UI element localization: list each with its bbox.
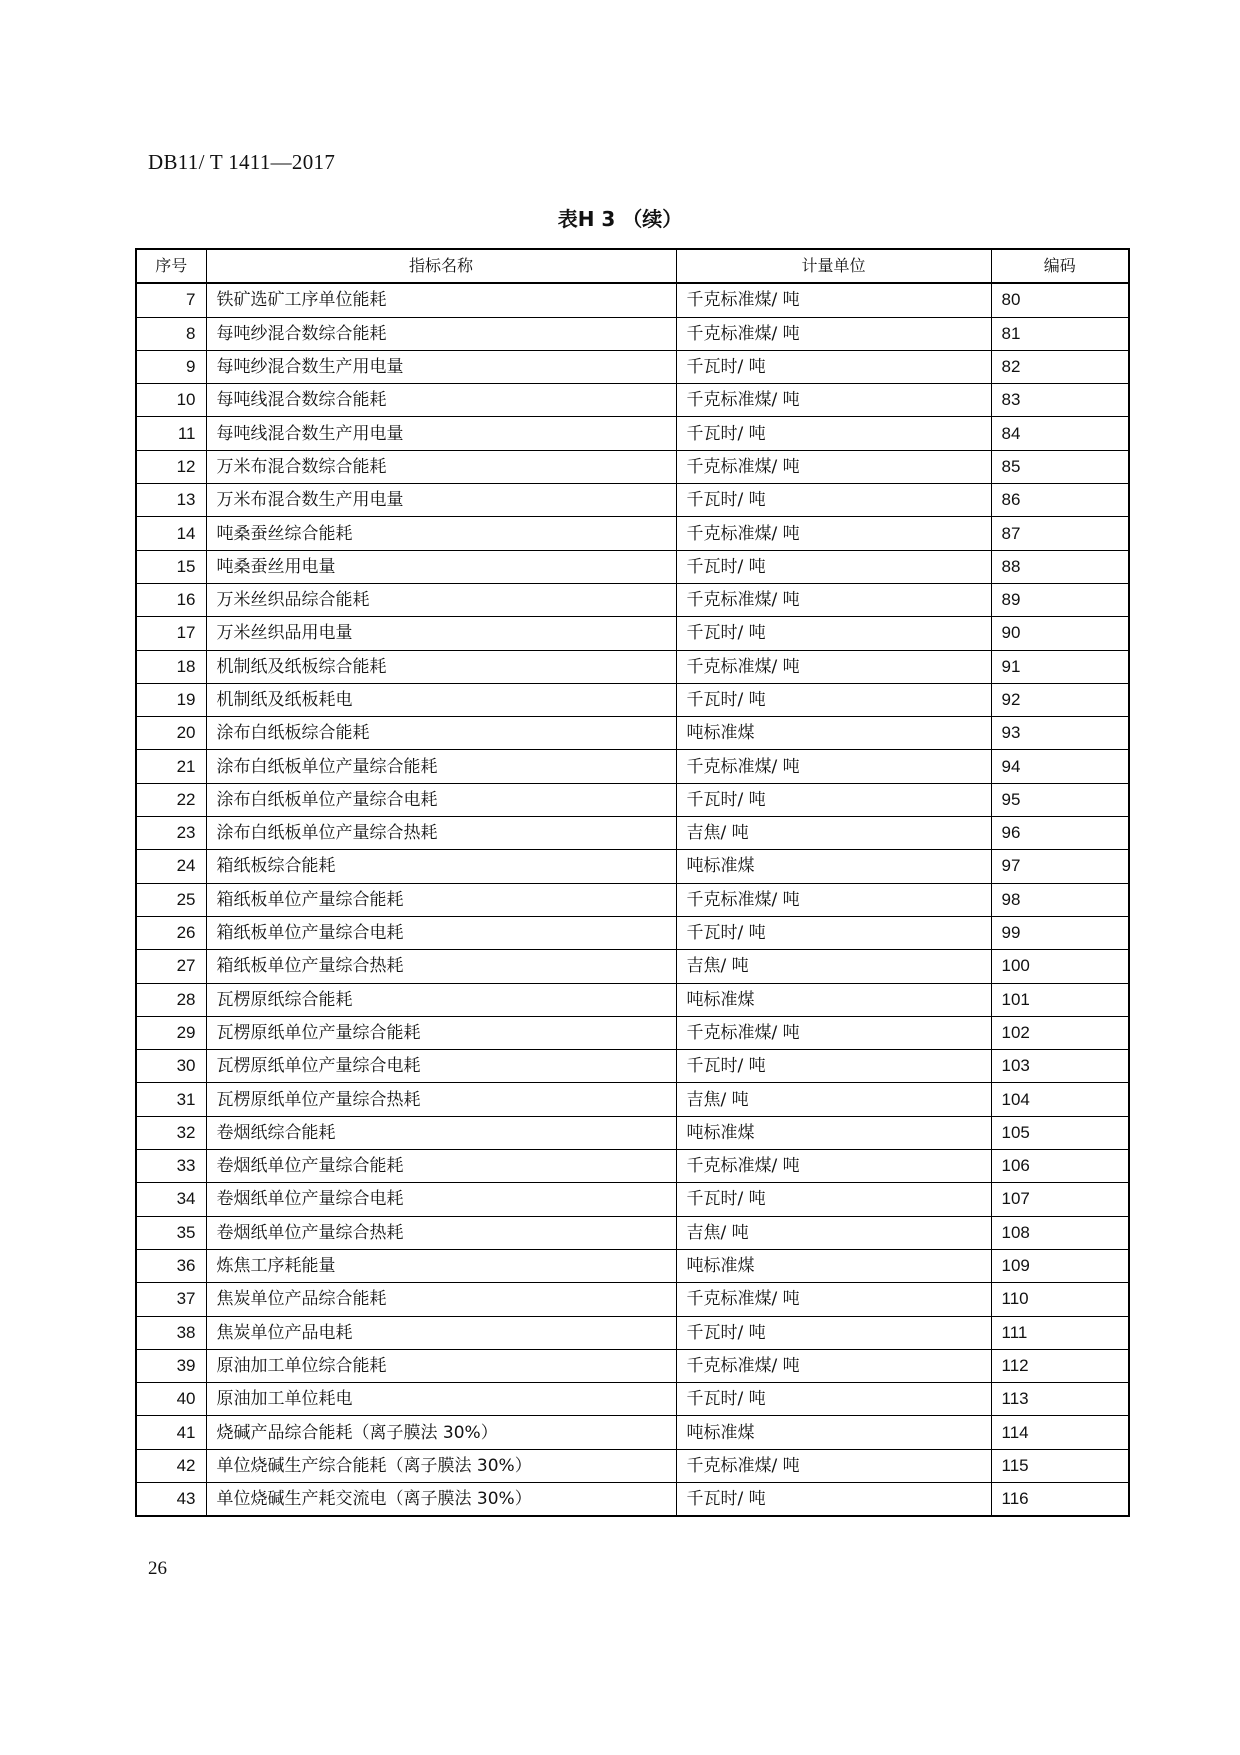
table-row — [136, 950, 1129, 983]
table-row — [136, 783, 1129, 816]
row-unit: 千瓦时/ 吨 — [676, 1050, 991, 1083]
row-seq: 15 — [136, 550, 206, 583]
row-seq: 28 — [136, 983, 206, 1016]
row-unit: 千克标准煤/ 吨 — [676, 1150, 991, 1183]
column-header-unit: 计量单位 — [676, 249, 991, 283]
table-row — [136, 1416, 1129, 1449]
row-unit: 吨标准煤 — [676, 983, 991, 1016]
row-seq: 35 — [136, 1216, 206, 1249]
row-indicator-name: 卷烟纸单位产量综合热耗 — [206, 1216, 676, 1249]
row-indicator-name: 铁矿选矿工序单位能耗 — [206, 283, 676, 317]
row-code: 100 — [991, 950, 1129, 983]
row-code: 92 — [991, 683, 1129, 716]
row-indicator-name: 单位烧碱生产耗交流电（离子膜法 30%） — [206, 1482, 676, 1516]
row-indicator-name: 单位烧碱生产综合能耗（离子膜法 30%） — [206, 1449, 676, 1482]
table-title: 表H 3 （续） — [557, 207, 683, 231]
row-unit: 千瓦时/ 吨 — [676, 417, 991, 450]
row-seq: 36 — [136, 1249, 206, 1282]
table-row — [136, 883, 1129, 916]
table-row — [136, 1449, 1129, 1482]
row-indicator-name: 卷烟纸综合能耗 — [206, 1116, 676, 1149]
row-indicator-name: 焦炭单位产品综合能耗 — [206, 1283, 676, 1316]
row-seq: 38 — [136, 1316, 206, 1349]
row-unit: 千克标准煤/ 吨 — [676, 1349, 991, 1382]
row-code: 109 — [991, 1249, 1129, 1282]
row-unit: 千克标准煤/ 吨 — [676, 517, 991, 550]
row-indicator-name: 箱纸板综合能耗 — [206, 850, 676, 883]
row-unit: 千瓦时/ 吨 — [676, 350, 991, 383]
row-indicator-name: 焦炭单位产品电耗 — [206, 1316, 676, 1349]
row-seq: 22 — [136, 783, 206, 816]
row-unit: 千瓦时/ 吨 — [676, 484, 991, 517]
row-seq: 34 — [136, 1183, 206, 1216]
column-header-seq: 序号 — [136, 249, 206, 283]
row-code: 98 — [991, 883, 1129, 916]
row-unit: 千瓦时/ 吨 — [676, 1183, 991, 1216]
table-row — [136, 1482, 1129, 1516]
row-code: 94 — [991, 750, 1129, 783]
row-seq: 43 — [136, 1482, 206, 1516]
table-row — [136, 1216, 1129, 1249]
row-code: 108 — [991, 1216, 1129, 1249]
indicator-table — [135, 248, 1130, 1517]
column-header-indicator-name: 指标名称 — [206, 249, 676, 283]
row-indicator-name: 万米丝织品用电量 — [206, 617, 676, 650]
row-unit: 吨标准煤 — [676, 1116, 991, 1149]
table-row — [136, 683, 1129, 716]
row-code: 114 — [991, 1416, 1129, 1449]
row-indicator-name: 卷烟纸单位产量综合电耗 — [206, 1183, 676, 1216]
table-row — [136, 1150, 1129, 1183]
row-code: 81 — [991, 317, 1129, 350]
row-code: 83 — [991, 384, 1129, 417]
row-indicator-name: 原油加工单位耗电 — [206, 1383, 676, 1416]
row-indicator-name: 吨桑蚕丝综合能耗 — [206, 517, 676, 550]
row-seq: 25 — [136, 883, 206, 916]
row-seq: 42 — [136, 1449, 206, 1482]
table-header-row — [136, 249, 1129, 283]
table-row — [136, 750, 1129, 783]
table-body — [136, 283, 1129, 1516]
row-seq: 21 — [136, 750, 206, 783]
row-unit: 吉焦/ 吨 — [676, 950, 991, 983]
row-unit: 吨标准煤 — [676, 717, 991, 750]
row-seq: 23 — [136, 817, 206, 850]
row-unit: 千克标准煤/ 吨 — [676, 450, 991, 483]
row-indicator-name: 万米布混合数综合能耗 — [206, 450, 676, 483]
row-seq: 13 — [136, 484, 206, 517]
table-row — [136, 550, 1129, 583]
table-row — [136, 1249, 1129, 1282]
table-row — [136, 450, 1129, 483]
row-unit: 千瓦时/ 吨 — [676, 1383, 991, 1416]
row-code: 96 — [991, 817, 1129, 850]
row-unit: 千克标准煤/ 吨 — [676, 583, 991, 616]
row-unit: 千瓦时/ 吨 — [676, 783, 991, 816]
table-row — [136, 283, 1129, 317]
row-seq: 40 — [136, 1383, 206, 1416]
table-row — [136, 583, 1129, 616]
row-code: 101 — [991, 983, 1129, 1016]
row-code: 85 — [991, 450, 1129, 483]
table-row — [136, 1349, 1129, 1382]
row-seq: 18 — [136, 650, 206, 683]
row-unit: 千瓦时/ 吨 — [676, 617, 991, 650]
row-seq: 29 — [136, 1016, 206, 1049]
row-indicator-name: 机制纸及纸板耗电 — [206, 683, 676, 716]
row-indicator-name: 炼焦工序耗能量 — [206, 1249, 676, 1282]
row-indicator-name: 箱纸板单位产量综合热耗 — [206, 950, 676, 983]
row-code: 111 — [991, 1316, 1129, 1349]
row-unit: 千克标准煤/ 吨 — [676, 1016, 991, 1049]
row-code: 104 — [991, 1083, 1129, 1116]
row-code: 89 — [991, 583, 1129, 616]
row-indicator-name: 万米布混合数生产用电量 — [206, 484, 676, 517]
row-seq: 7 — [136, 283, 206, 317]
page-number: 26 — [148, 1558, 167, 1579]
table-row — [136, 817, 1129, 850]
row-seq: 32 — [136, 1116, 206, 1149]
row-indicator-name: 涂布白纸板综合能耗 — [206, 717, 676, 750]
table-row — [136, 1283, 1129, 1316]
row-seq: 27 — [136, 950, 206, 983]
row-indicator-name: 万米丝织品综合能耗 — [206, 583, 676, 616]
row-indicator-name: 箱纸板单位产量综合电耗 — [206, 916, 676, 949]
row-indicator-name: 原油加工单位综合能耗 — [206, 1349, 676, 1382]
row-seq: 10 — [136, 384, 206, 417]
row-seq: 17 — [136, 617, 206, 650]
row-indicator-name: 箱纸板单位产量综合能耗 — [206, 883, 676, 916]
row-seq: 37 — [136, 1283, 206, 1316]
row-seq: 8 — [136, 317, 206, 350]
row-seq: 31 — [136, 1083, 206, 1116]
row-code: 88 — [991, 550, 1129, 583]
table-row — [136, 1050, 1129, 1083]
column-header-code: 编码 — [991, 249, 1129, 283]
table-row — [136, 1383, 1129, 1416]
table-row — [136, 983, 1129, 1016]
row-indicator-name: 涂布白纸板单位产量综合能耗 — [206, 750, 676, 783]
row-code: 95 — [991, 783, 1129, 816]
row-code: 90 — [991, 617, 1129, 650]
table-row — [136, 650, 1129, 683]
row-unit: 千克标准煤/ 吨 — [676, 1449, 991, 1482]
row-code: 110 — [991, 1283, 1129, 1316]
row-unit: 吨标准煤 — [676, 850, 991, 883]
row-seq: 20 — [136, 717, 206, 750]
row-unit: 吉焦/ 吨 — [676, 1216, 991, 1249]
row-indicator-name: 每吨纱混合数生产用电量 — [206, 350, 676, 383]
row-indicator-name: 每吨线混合数综合能耗 — [206, 384, 676, 417]
row-unit: 千瓦时/ 吨 — [676, 1316, 991, 1349]
row-indicator-name: 每吨线混合数生产用电量 — [206, 417, 676, 450]
table-row — [136, 417, 1129, 450]
row-seq: 41 — [136, 1416, 206, 1449]
row-unit: 吨标准煤 — [676, 1249, 991, 1282]
row-seq: 16 — [136, 583, 206, 616]
row-code: 102 — [991, 1016, 1129, 1049]
row-code: 115 — [991, 1449, 1129, 1482]
table-row — [136, 1016, 1129, 1049]
row-indicator-name: 瓦楞原纸单位产量综合能耗 — [206, 1016, 676, 1049]
row-unit: 千克标准煤/ 吨 — [676, 650, 991, 683]
row-unit: 千克标准煤/ 吨 — [676, 283, 991, 317]
row-code: 105 — [991, 1116, 1129, 1149]
table-row — [136, 317, 1129, 350]
row-seq: 26 — [136, 916, 206, 949]
row-unit: 千克标准煤/ 吨 — [676, 1283, 991, 1316]
row-code: 106 — [991, 1150, 1129, 1183]
row-unit: 千克标准煤/ 吨 — [676, 317, 991, 350]
table-row — [136, 916, 1129, 949]
row-unit: 千克标准煤/ 吨 — [676, 883, 991, 916]
row-indicator-name: 卷烟纸单位产量综合能耗 — [206, 1150, 676, 1183]
table-row — [136, 384, 1129, 417]
row-seq: 9 — [136, 350, 206, 383]
table-row — [136, 1183, 1129, 1216]
row-unit: 吉焦/ 吨 — [676, 817, 991, 850]
row-code: 80 — [991, 283, 1129, 317]
row-code: 107 — [991, 1183, 1129, 1216]
table-row — [136, 1116, 1129, 1149]
row-code: 103 — [991, 1050, 1129, 1083]
standard-code: DB11/ T 1411—2017 — [148, 150, 336, 174]
table-row — [136, 517, 1129, 550]
table-row — [136, 850, 1129, 883]
row-seq: 11 — [136, 417, 206, 450]
row-indicator-name: 瓦楞原纸综合能耗 — [206, 983, 676, 1016]
table-row — [136, 717, 1129, 750]
row-unit: 千克标准煤/ 吨 — [676, 384, 991, 417]
row-unit: 吨标准煤 — [676, 1416, 991, 1449]
row-code: 93 — [991, 717, 1129, 750]
table-row — [136, 617, 1129, 650]
row-code: 84 — [991, 417, 1129, 450]
row-indicator-name: 吨桑蚕丝用电量 — [206, 550, 676, 583]
row-seq: 12 — [136, 450, 206, 483]
row-unit: 千瓦时/ 吨 — [676, 550, 991, 583]
row-code: 113 — [991, 1383, 1129, 1416]
row-code: 82 — [991, 350, 1129, 383]
row-unit: 千克标准煤/ 吨 — [676, 750, 991, 783]
table-row — [136, 1083, 1129, 1116]
row-code: 112 — [991, 1349, 1129, 1382]
table-row — [136, 1316, 1129, 1349]
row-code: 116 — [991, 1482, 1129, 1516]
table-row — [136, 484, 1129, 517]
row-indicator-name: 瓦楞原纸单位产量综合热耗 — [206, 1083, 676, 1116]
row-seq: 24 — [136, 850, 206, 883]
row-unit: 千瓦时/ 吨 — [676, 683, 991, 716]
row-seq: 33 — [136, 1150, 206, 1183]
row-unit: 千瓦时/ 吨 — [676, 1482, 991, 1516]
row-code: 86 — [991, 484, 1129, 517]
row-indicator-name: 每吨纱混合数综合能耗 — [206, 317, 676, 350]
table-row — [136, 350, 1129, 383]
row-indicator-name: 烧碱产品综合能耗（离子膜法 30%） — [206, 1416, 676, 1449]
row-indicator-name: 涂布白纸板单位产量综合电耗 — [206, 783, 676, 816]
row-indicator-name: 机制纸及纸板综合能耗 — [206, 650, 676, 683]
row-indicator-name: 涂布白纸板单位产量综合热耗 — [206, 817, 676, 850]
row-unit: 千瓦时/ 吨 — [676, 916, 991, 949]
row-seq: 19 — [136, 683, 206, 716]
row-seq: 14 — [136, 517, 206, 550]
row-code: 97 — [991, 850, 1129, 883]
row-code: 91 — [991, 650, 1129, 683]
row-unit: 吉焦/ 吨 — [676, 1083, 991, 1116]
row-code: 99 — [991, 916, 1129, 949]
row-indicator-name: 瓦楞原纸单位产量综合电耗 — [206, 1050, 676, 1083]
row-seq: 30 — [136, 1050, 206, 1083]
row-code: 87 — [991, 517, 1129, 550]
row-seq: 39 — [136, 1349, 206, 1382]
